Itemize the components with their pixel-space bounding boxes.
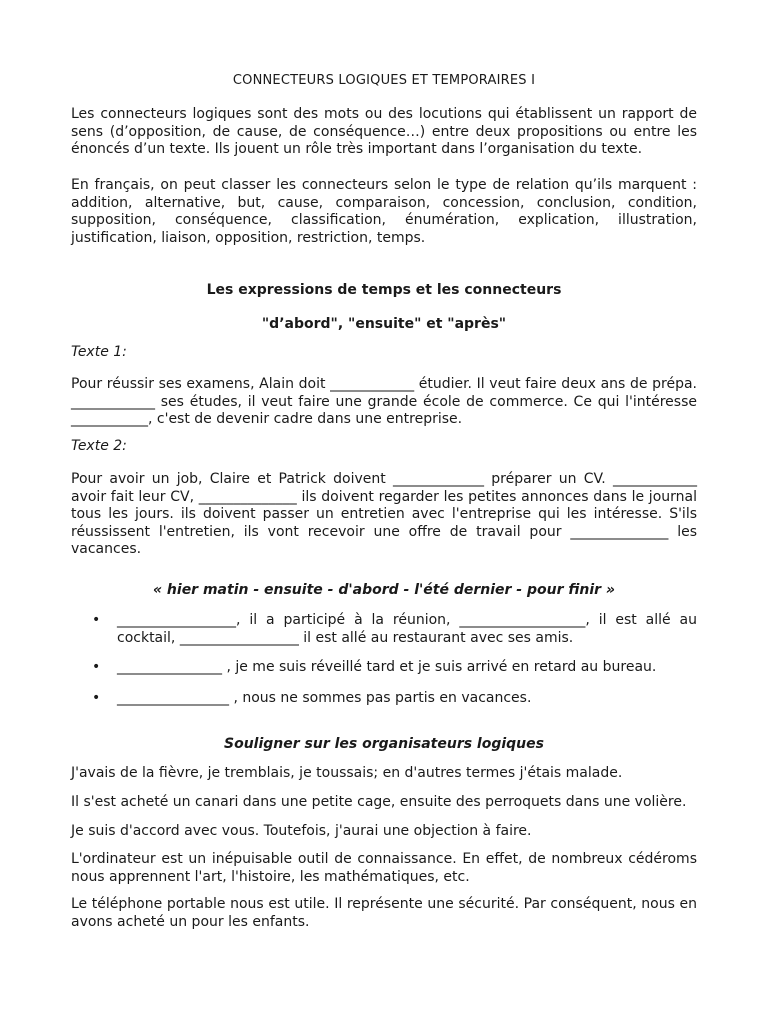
bullet-icon: • bbox=[92, 659, 101, 675]
intro-paragraph-1: Les connecteurs logiques sont des mots ou des locutions qui établissent un rapport de sens (d’opposition, de cause, de conséquence…) entre deux propositions ou entre les énoncés d’un texte. Ils jouent un rôle très important dans l’organisation du texte. bbox=[71, 106, 697, 157]
sentence-5: Le téléphone portable nous est utile. Il représente une sécurité. Par conséquent, nous en avons acheté un pour les enfants. bbox=[71, 896, 697, 930]
intro-paragraph-2: En français, on peut classer les connecteurs selon le type de relation qu’ils marquent : addition, alternative, but, cause, comparaison, concession, conclusion, condition, supposition, conséquence, classification, énumération, explication, illustration, justification, liaison, opposition, restriction, temps. bbox=[71, 177, 697, 246]
texte1-body: Pour réussir ses examens, Alain doit ____________ étudier. Il veut faire deux ans de prépa. ____________ ses études, il veut faire une grande école de commerce. Ce qui l'intéresse ___________, c'est de devenir cadre dans une entreprise. bbox=[71, 376, 697, 427]
list-item-text: ________________ , nous ne sommes pas partis en vacances. bbox=[117, 690, 532, 706]
sentence-3: Je suis d'accord avec vous. Toutefois, j'aurai une objection à faire. bbox=[71, 823, 532, 839]
section1-heading: Les expressions de temps et les connecteurs bbox=[206, 282, 562, 298]
texte2-label: Texte 2: bbox=[71, 438, 127, 454]
texte1-label: Texte 1: bbox=[71, 344, 127, 360]
sentence-1: J'avais de la fièvre, je tremblais, je toussais; en d'autres termes j'étais malade. bbox=[71, 765, 623, 781]
sentence-2: Il s'est acheté un canari dans une petite cage, ensuite des perroquets dans une volière. bbox=[71, 794, 687, 810]
sentence-4: L'ordinateur est un inépuisable outil de connaissance. En effet, de nombreux cédéroms nous apprennent l'art, l'histoire, les mathématiques, etc. bbox=[71, 851, 697, 885]
texte2-body: Pour avoir un job, Claire et Patrick doivent _____________ préparer un CV. ____________ avoir fait leur CV, ______________ ils doivent regarder les petites annonces dans le journal tous les jours. ils doivent passer un entretien avec l'entreprise qui les intéresse. S'ils réussissent l'entretien, ils vont recevoir une offre de travail pour ______________ les vacances. bbox=[71, 471, 697, 557]
list-item-text: _______________ , je me suis réveillé tard et je suis arrivé en retard au bureau. bbox=[117, 659, 657, 675]
bullet-icon: • bbox=[92, 690, 101, 706]
section3-heading: Souligner sur les organisateurs logiques bbox=[224, 736, 544, 752]
bullet-icon: • bbox=[92, 612, 101, 628]
section2-heading: « hier matin - ensuite - d'abord - l'été dernier - pour finir » bbox=[152, 582, 616, 598]
list-item-text: _________________, il a participé à la réunion, __________________, il est allé au cocktail, _________________ il est allé au restaurant avec ses amis. bbox=[117, 612, 697, 646]
document-title: CONNECTEURS LOGIQUES ET TEMPORAIRES I bbox=[232, 73, 536, 88]
section1-subheading: "d’abord", "ensuite" et "après" bbox=[261, 316, 507, 332]
